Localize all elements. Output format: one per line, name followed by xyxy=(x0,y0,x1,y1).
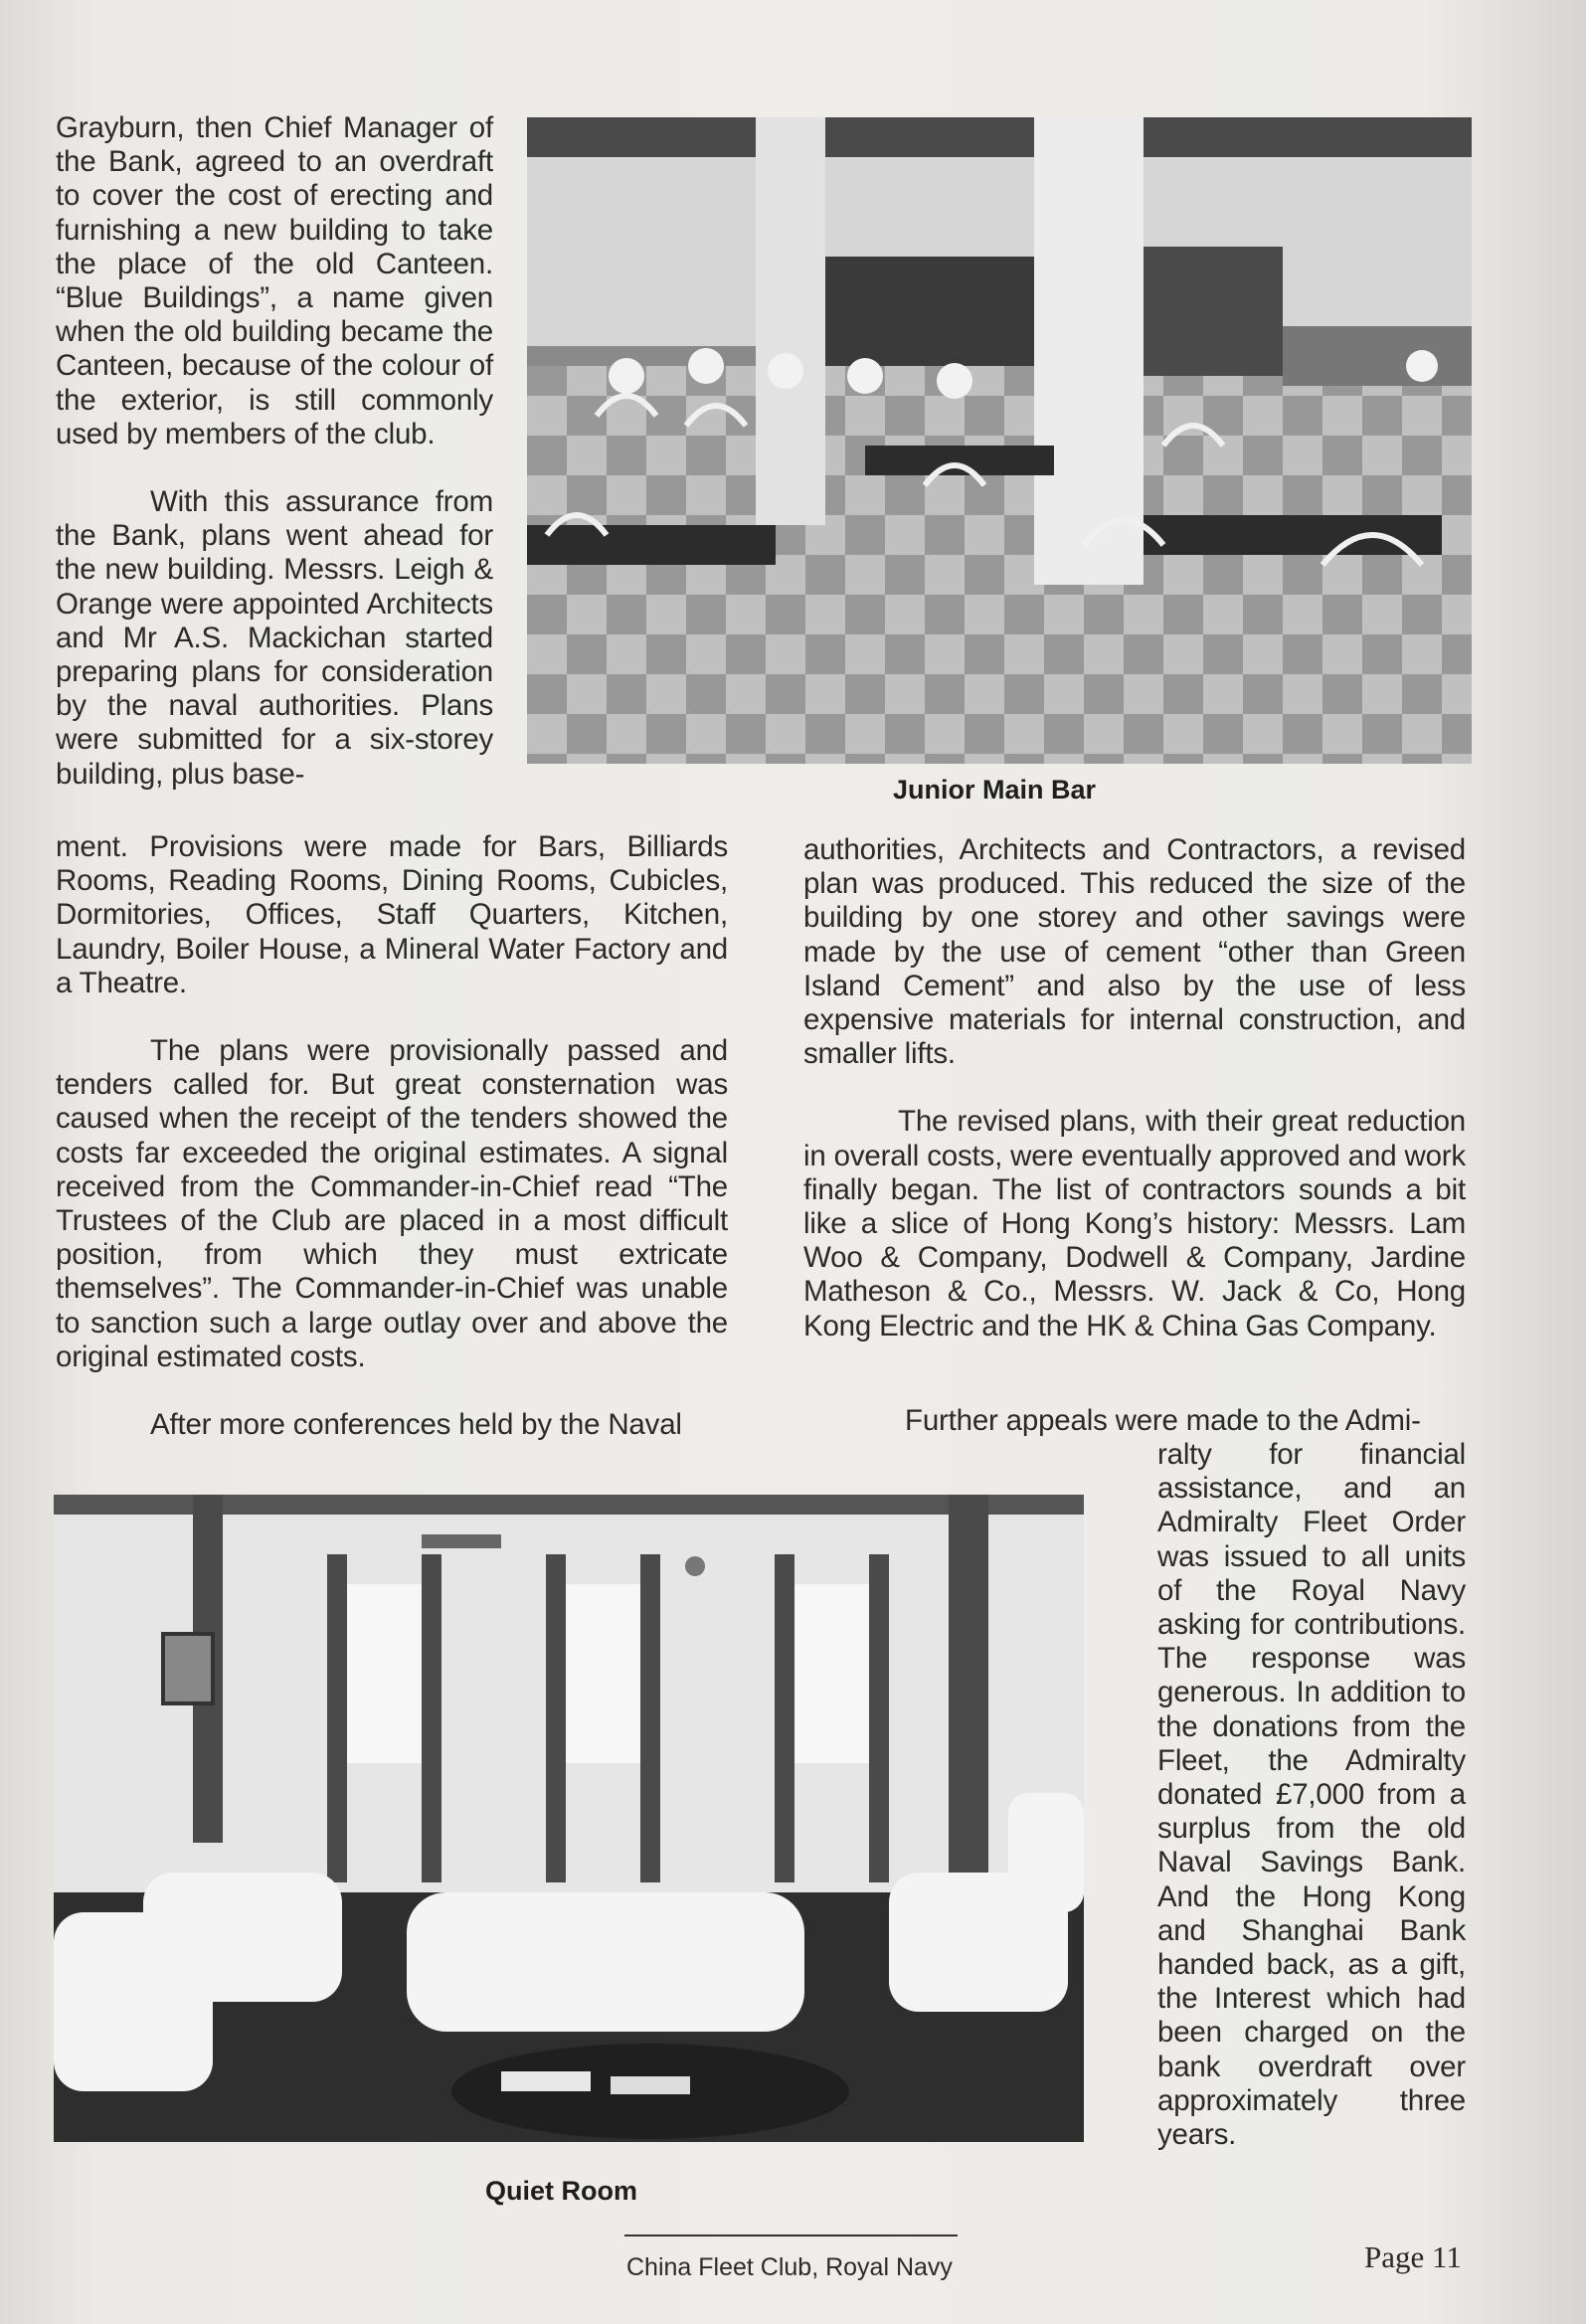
quiet-room-photo xyxy=(54,1495,1084,2142)
junior-main-bar-photo xyxy=(527,117,1472,764)
paragraph-lead: Further appeals were made to the Admi- xyxy=(905,1404,1421,1437)
publication-title: China Fleet Club, Royal Navy xyxy=(626,2253,953,2281)
paragraph: The plans were provisionally passed and tenders called for. But great consternation was caused when the receipt of the tenders showed the costs far exceeded the original estimates. A signal received from the Commander-in-Chief read “The Trustees of the Club are placed in a most difficult position, from which they must extricate themselves”. The Commander-in-Chief was unable to sanction such a large outlay over and above the original estimated costs. xyxy=(56,1034,728,1373)
paragraph: authorities, Architects and Contractors, a revised plan was produced. This reduced the size of the building by one storey and other savings were made by the use of cement “other than Green Island Cement” and also by the use of less expensive materials for internal construction, and smaller lifts. xyxy=(803,833,1466,1071)
paragraph: With this assurance from the Bank, plans went ahead for the new building. Messrs. Leigh & Orange were appointed Architects and Mr A.S. Mackichan started preparing plans for consideration by the naval authorities. Plans were submitted for a six-storey building, plus base- xyxy=(56,485,493,791)
paragraph: ment. Provisions were made for Bars, Billiards Rooms, Reading Rooms, Dining Rooms, Cubicles, Dormitories, Offices, Staff Quarters, Kitchen, Laundry, Boiler House, a Mineral Water Factory and a Theatre. xyxy=(56,830,728,999)
right-column xyxy=(803,833,1466,1343)
paragraph: Grayburn, then Chief Manager of the Bank, agreed to an overdraft to cover the cost of erecting and furnishing a new building to take the place of the old Canteen. “Blue Buildings”, a name given when the old building became the Canteen, because of the colour of the exterior, is still commonly used by members of the club. xyxy=(56,111,493,450)
paragraph: The revised plans, with their great reduction in overall costs, were eventually approved and work finally began. The list of contractors sounds a bit like a slice of Hong Kong’s history: Messrs. Lam Woo & Company, Dodwell & Company, Jardine Matheson & Co., Messrs. W. Jack & Co, Hong Kong Electric and the HK & China Gas Company. xyxy=(803,1105,1466,1342)
lounge-image xyxy=(54,1495,1084,2142)
paragraph: ralty for financial assistance, and an Admiralty Fleet Order was issued to all units of the Royal Navy asking for contributions. The response was generous. In addition to the donations from the Fleet, the Admiralty donated £7,000 from a surplus from the old Naval Savings Bank. And the Hong Kong and Shanghai Bank handed back, as a gift, the Interest which had been charged on the bank overdraft over approximately three years. xyxy=(1157,1438,1466,2152)
page-number: Page 11 xyxy=(1364,2239,1462,2274)
photo-caption: Quiet Room xyxy=(485,2176,637,2206)
paragraph: After more conferences held by the Naval xyxy=(150,1408,682,1442)
bar-room-image xyxy=(527,117,1472,764)
photo-caption: Junior Main Bar xyxy=(893,775,1097,804)
right-column-narrow xyxy=(1157,1438,1466,2152)
left-column-top xyxy=(56,111,493,792)
footer-divider xyxy=(624,2235,958,2236)
left-column-bottom xyxy=(56,830,728,1442)
